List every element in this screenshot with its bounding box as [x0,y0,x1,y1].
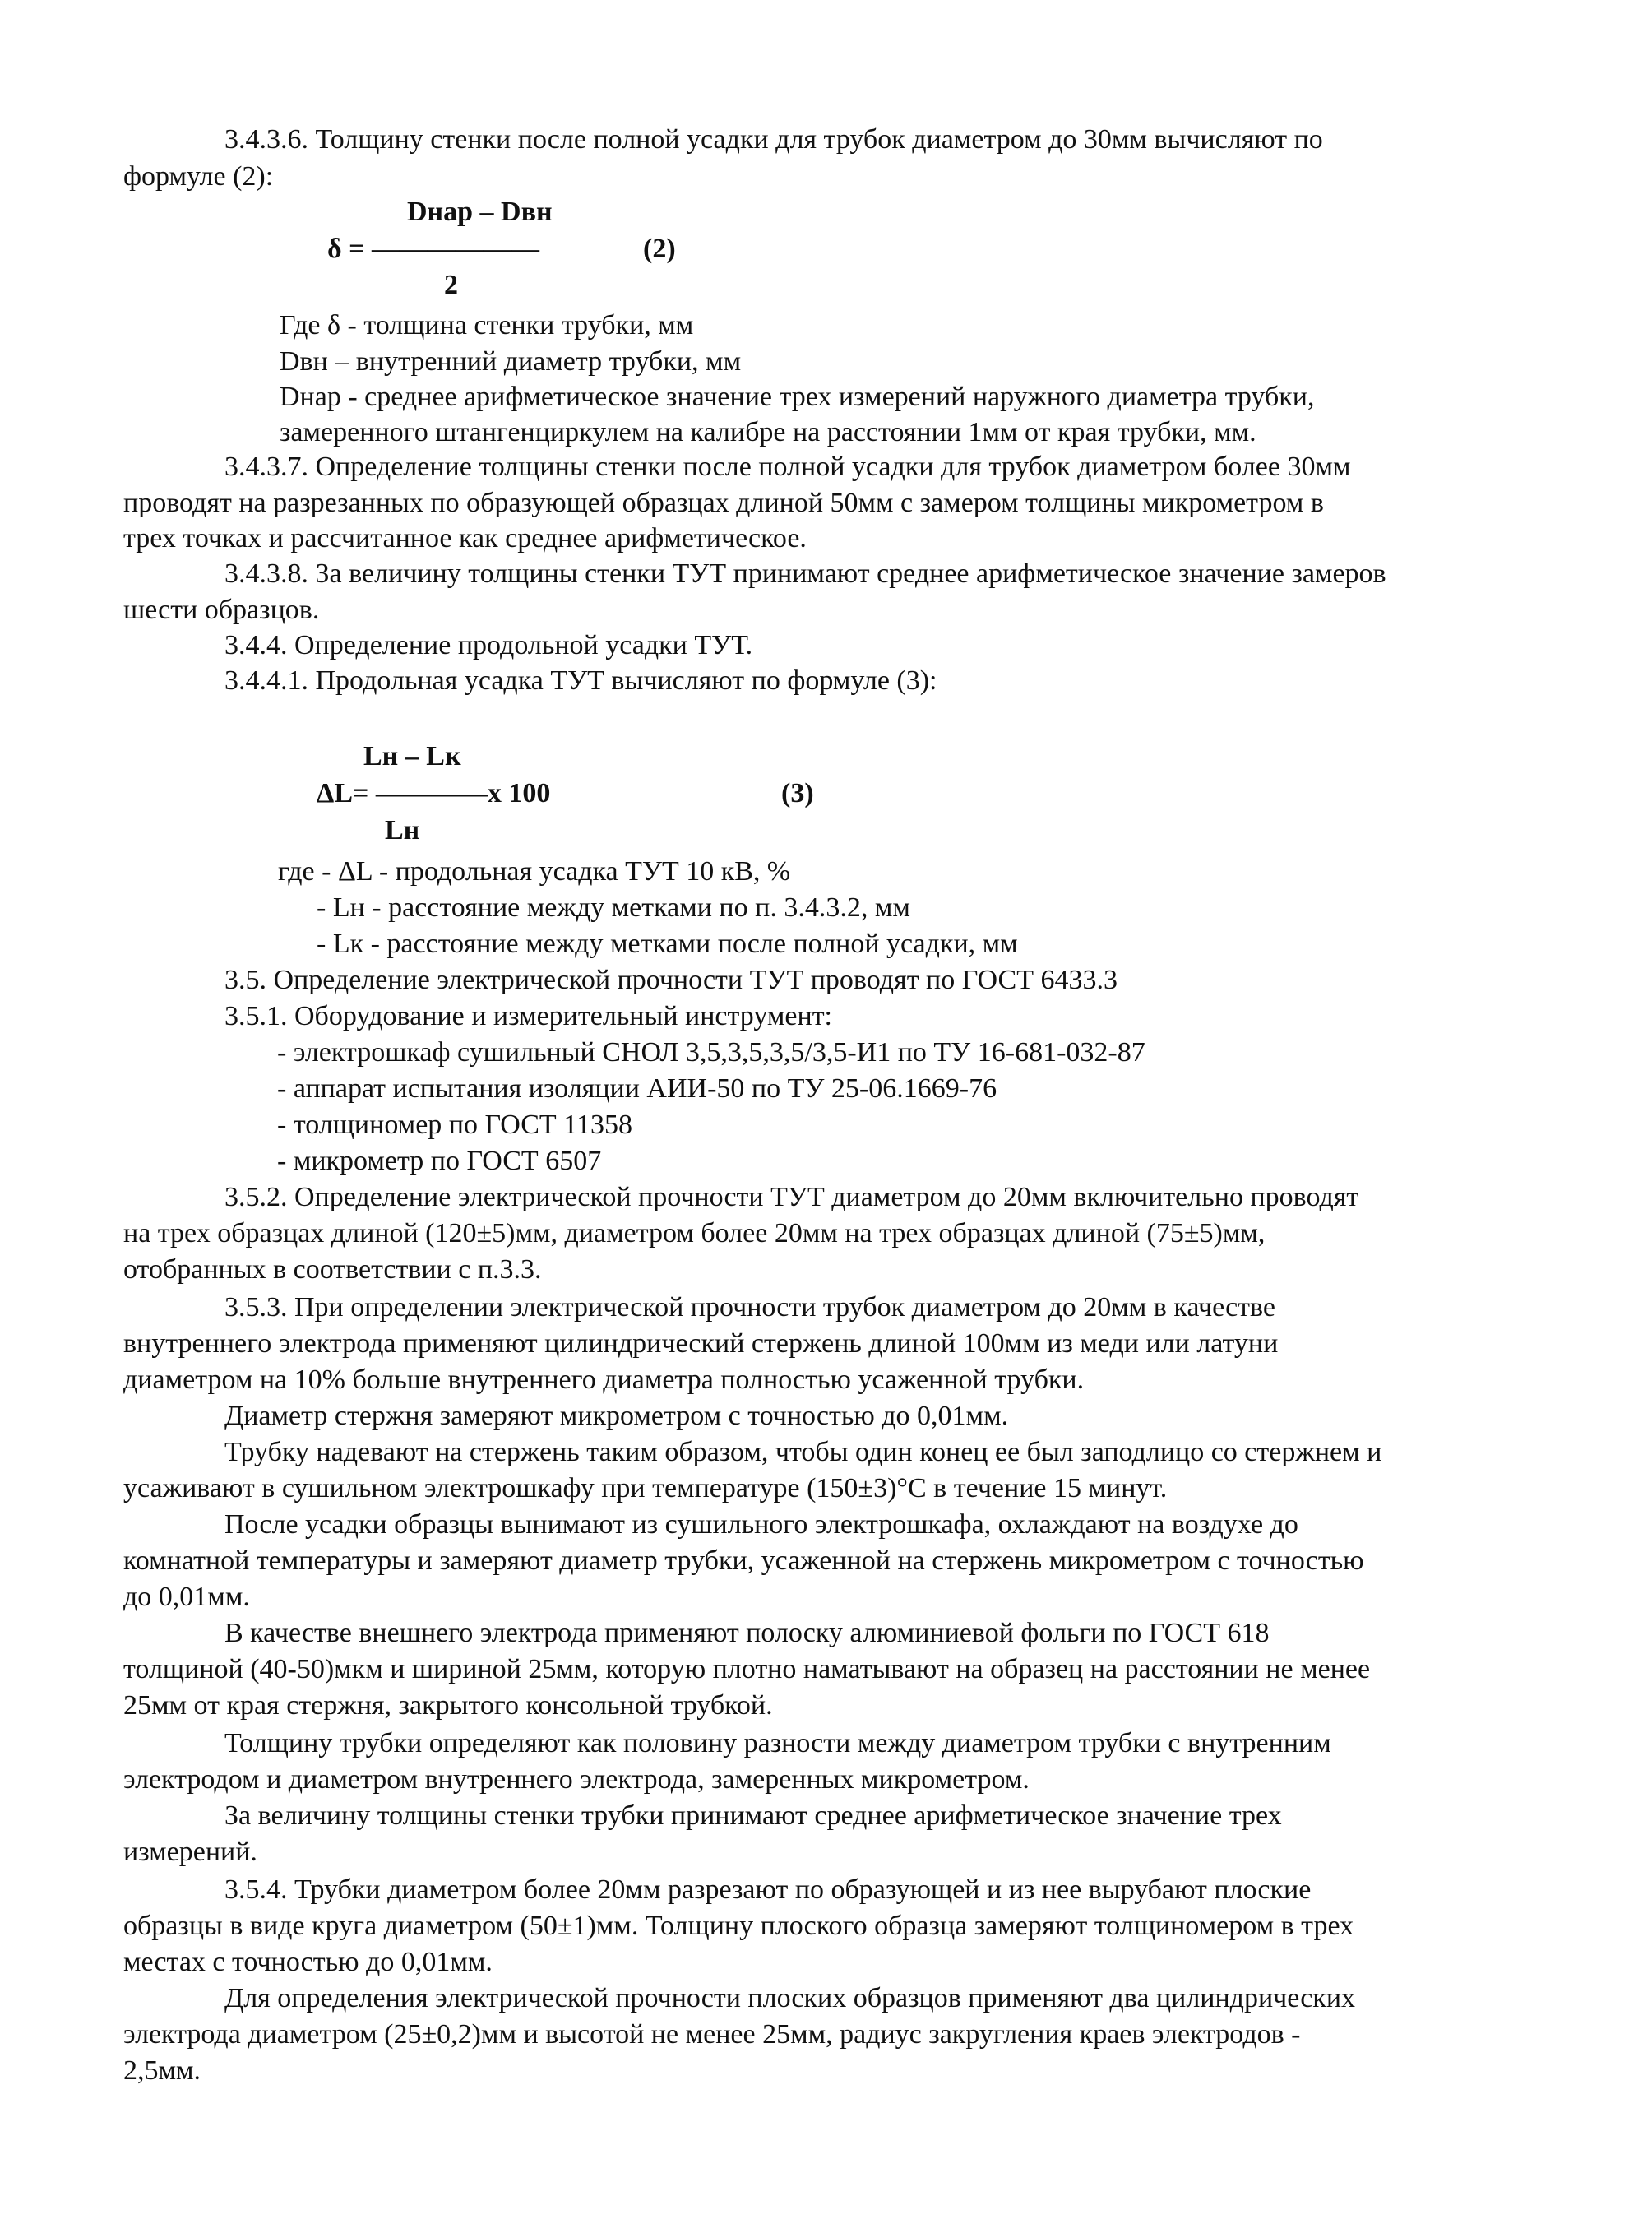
formula-2-legend-line-4: замеренного штангенциркулем на калибре на расстоянии 1мм от края трубки, мм. [280,417,1256,447]
paragraph-outer-electrode-line-3: 25мм от края стержня, закрытого консольной трубкой. [123,1690,773,1721]
paragraph-3-4-4-1: 3.4.4.1. Продольная усадка ТУТ вычисляют по формуле (3): [224,665,937,696]
paragraph-flat-samples-line-2: электрода диаметром (25±0,2)мм и высотой не менее 25мм, радиус закругления краев электродов - [123,2019,1301,2050]
formula-2-lhs: δ = —————— [327,234,540,264]
paragraph-outer-electrode-line-1: В качестве внешнего электрода применяют полоску алюминиевой фольги по ГОСТ 618 [224,1618,1270,1648]
paragraph-after-shrink-line-2: комнатной температуры и замеряют диаметр трубки, усаженной на стержень микрометром с точностью [123,1545,1364,1576]
formula-3-numerator: Lн – Lк [363,741,461,771]
formula-2-number: (2) [643,234,676,264]
paragraph-flat-samples-line-1: Для определения электрической прочности плоских образцов применяют два цилиндрических [224,1983,1356,2013]
formula-2-numerator: Dнар – Dвн [407,197,553,227]
paragraph-3-4-3-8-line-1: 3.4.3.8. За величину толщины стенки ТУТ принимают среднее арифметическое значение замеров [224,558,1386,589]
paragraph-3-5-3-line-3: диаметром на 10% больше внутреннего диаметра полностью усаженной трубки. [123,1364,1085,1395]
paragraph-after-shrink-line-1: После усадки образцы вынимают из сушильного электрошкафа, охлаждают на воздухе до [224,1509,1298,1540]
paragraph-3-4-3-7-line-1: 3.4.3.7. Определение толщины стенки после полной усадки для трубок диаметром более 30мм [224,452,1351,482]
paragraph-3-4-4: 3.4.4. Определение продольной усадки ТУТ. [224,630,753,660]
paragraph-3-5-4-line-2: образцы в виде круга диаметром (50±1)мм. Толщину плоского образца замеряют толщиномером в трех [123,1911,1354,1941]
paragraph-3-5-3-line-2: внутреннего электрода применяют цилиндрический стержень длиной 100мм из меди или латуни [123,1328,1279,1359]
formula-2-legend-line-2: Dвн – внутренний диаметр трубки, мм [280,346,742,377]
paragraph-flat-samples-line-3: 2,5мм. [123,2055,201,2086]
formula-2-legend-line-3: Dнар - среднее арифметическое значение трех измерений наружного диаметра трубки, [280,382,1315,412]
paragraph-3-4-3-7-line-2: проводят на разрезанных по образующей образцах длиной 50мм с замером толщины микрометром в [123,488,1324,518]
paragraph-tube-line-2: усаживают в сушильном электрошкафу при температуре (150±3)°С в течение 15 минут. [123,1473,1168,1503]
formula-3-legend-line-2: - Lн - расстояние между метками по п. 3.4.3.2, мм [317,892,910,923]
paragraph-3-5-1-title: 3.5.1. Оборудование и измерительный инструмент: [224,1001,833,1031]
paragraph-3-4-3-6-line-1: 3.4.3.6. Толщину стенки после полной усадки для трубок диаметром до 30мм вычисляют по [224,124,1323,155]
paragraph-3-5-2-line-2: на трех образцах длиной (120±5)мм, диаметром более 20мм на трех образцах длиной (75±5)мм, [123,1218,1266,1249]
paragraph-thickness-line-2: электродом и диаметром внутреннего электрода, замеренных микрометром. [123,1764,1030,1795]
paragraph-tube-line-1: Трубку надевают на стержень таким образом, чтобы один конец ее был заподлицо со стержнем и [224,1437,1382,1467]
formula-3-legend-line-1: где - ΔL - продольная усадка ТУТ 10 кВ, % [278,856,791,887]
paragraph-outer-electrode-line-2: толщиной (40-50)мкм и шириной 25мм, которую плотно наматывают на образец на расстоянии не менее [123,1654,1371,1684]
paragraph-3-5: 3.5. Определение электрической прочности ТУТ проводят по ГОСТ 6433.3 [224,965,1118,995]
paragraph-3-4-3-8-line-2: шести образцов. [123,595,320,625]
paragraph-3-5-4-line-1: 3.5.4. Трубки диаметром более 20мм разрезают по образующей и из нее вырубают плоские [224,1874,1312,1905]
paragraph-wall-line-1: За величину толщины стенки трубки принимают среднее арифметическое значение трех [224,1800,1282,1831]
formula-2-legend-line-1: Где δ - толщина стенки трубки, мм [280,310,694,341]
paragraph-3-5-2-line-3: отобранных в соответствии с п.3.3. [123,1254,542,1285]
formula-3-legend-line-3: - Lк - расстояние между метками после полной усадки, мм [317,929,1018,959]
equipment-list-item: - толщиномер по ГОСТ 11358 [277,1110,632,1140]
paragraph-3-5-3-line-1: 3.5.3. При определении электрической прочности трубок диаметром до 20мм в качестве [224,1292,1275,1323]
formula-3-lhs: ΔL= ————x 100 [317,778,551,808]
equipment-list-item: - аппарат испытания изоляции АИИ-50 по ТУ 25-06.1669-76 [277,1073,997,1104]
paragraph-3-4-3-7-line-3: трех точках и рассчитанное как среднее арифметическое. [123,523,807,554]
paragraph-thickness-line-1: Толщину трубки определяют как половину разности между диаметром трубки с внутренним [224,1728,1331,1758]
formula-3-number: (3) [781,778,814,808]
paragraph-3-5-4-line-3: местах с точностью до 0,01мм. [123,1947,493,1977]
paragraph-3-4-3-6-line-2: формуле (2): [123,161,274,192]
formula-3-denominator: Lн [385,815,420,845]
paragraph-after-shrink-line-3: до 0,01мм. [123,1582,250,1612]
formula-2-denominator: 2 [444,270,458,300]
paragraph-3-5-2-line-1: 3.5.2. Определение электрической прочности ТУТ диаметром до 20мм включительно проводят [224,1182,1359,1212]
paragraph-wall-line-2: измерений. [123,1837,257,1867]
equipment-list-item: - электрошкаф сушильный СНОЛ 3,5,3,5,3,5/3,5-И1 по ТУ 16-681-032-87 [277,1037,1145,1068]
equipment-list-item: - микрометр по ГОСТ 6507 [277,1146,602,1176]
paragraph-rod-diameter: Диаметр стержня замеряют микрометром с точностью до 0,01мм. [224,1401,1009,1431]
